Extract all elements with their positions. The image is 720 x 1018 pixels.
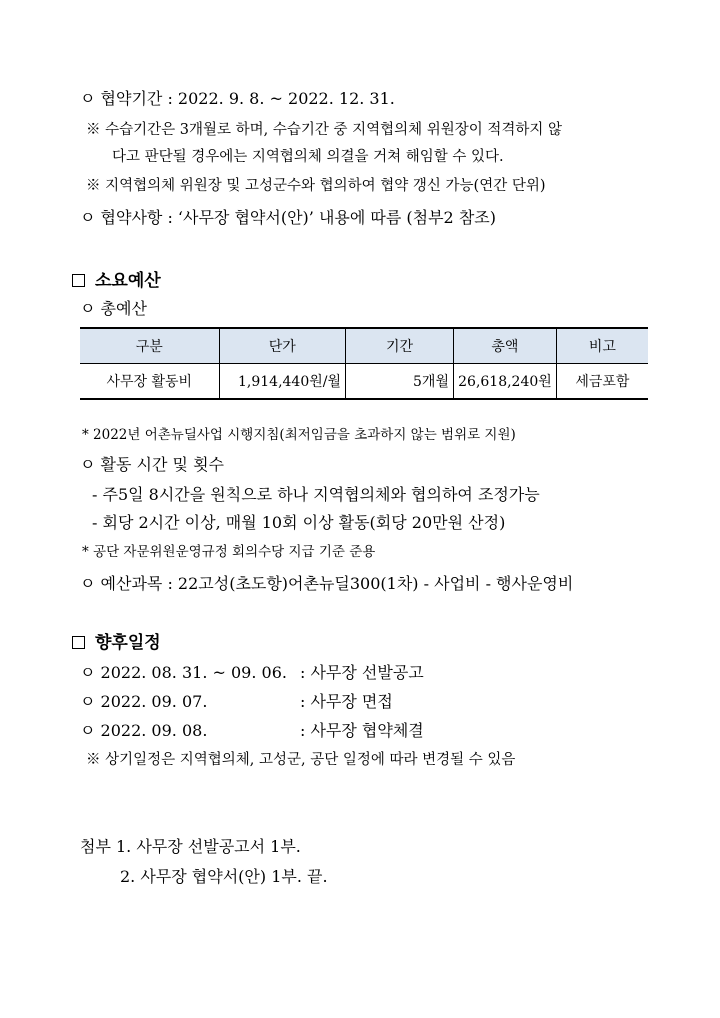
schedule-item-date: ㅇ 2022. 08. 31. ~ 09. 06.	[80, 663, 287, 682]
col-header-total: 총액	[453, 328, 556, 364]
cell-total: 26,618,240원	[453, 364, 556, 400]
table-row	[80, 364, 648, 400]
attachment-line-1: 첨부 1. 사무장 선발공고서 1부.	[80, 837, 301, 856]
col-header-unit-price: 단가	[219, 328, 345, 364]
activity-item-1: - 주5일 8시간을 원칙으로 하나 지역협의체와 협의하여 조정가능	[92, 485, 540, 504]
cell-category: 사무장 활동비	[80, 364, 219, 400]
checkbox-square-icon	[72, 274, 85, 287]
schedule-item-date: ㅇ 2022. 09. 08.	[80, 721, 208, 740]
activity-note: * 공단 자문위원운영규정 회의수당 지급 기준 준용	[82, 544, 376, 560]
schedule-item-desc: : 사무장 선발공고	[300, 663, 424, 682]
schedule-item-date: ㅇ 2022. 09. 07.	[80, 692, 208, 711]
schedule-item-desc: : 사무장 면접	[300, 692, 393, 711]
contract-period: ㅇ 협약기간 : 2022. 9. 8. ~ 2022. 12. 31.	[80, 89, 395, 108]
probation-note-line1: ※ 수습기간은 3개월로 하며, 수습기간 중 지역협의체 위원장이 적격하지 않	[86, 122, 563, 138]
budget-table	[80, 327, 648, 400]
contract-terms: ㅇ 협약사항 : ‘사무장 협약서(안)’ 내용에 따름 (첨부2 참조)	[80, 208, 496, 227]
attachment-line-2: 2. 사무장 협약서(안) 1부. 끝.	[120, 867, 328, 886]
cell-remarks: 세금포함	[556, 364, 648, 400]
probation-note-line2: 다고 판단될 경우에는 지역협의체 의결을 거쳐 해임할 수 있다.	[112, 149, 504, 165]
col-header-remarks: 비고	[556, 328, 648, 364]
schedule-item-desc: : 사무장 협약체결	[300, 721, 424, 740]
checkbox-square-icon	[72, 636, 85, 649]
budget-heading: 소요예산	[72, 266, 161, 291]
activity-item-2: - 회당 2시간 이상, 매월 10회 이상 활동(회당 20만원 산정)	[92, 513, 506, 532]
schedule-note: ※ 상기일정은 지역협의체, 고성군, 공단 일정에 따라 변경될 수 있음	[86, 752, 516, 768]
cell-unit-price: 1,914,440원/월	[219, 364, 345, 400]
renewal-note: ※ 지역협의체 위원장 및 고성군수와 협의하여 협약 갱신 가능(연간 단위)	[86, 178, 546, 194]
activity-label: ㅇ 활동 시간 및 횟수	[80, 455, 224, 474]
total-budget-label: ㅇ 총예산	[80, 299, 147, 318]
col-header-category: 구분	[80, 328, 219, 364]
budget-footnote: * 2022년 어촌뉴딜사업 시행지침(최저임금을 초과하지 않는 범위로 지원)	[82, 427, 516, 443]
col-header-period: 기간	[346, 328, 454, 364]
budget-account: ㅇ 예산과목 : 22고성(초도항)어촌뉴딜300(1차) - 사업비 - 행사운영비	[80, 574, 574, 593]
table-header-row	[80, 328, 648, 364]
schedule-heading: 향후일정	[72, 628, 161, 653]
cell-period: 5개월	[346, 364, 454, 400]
